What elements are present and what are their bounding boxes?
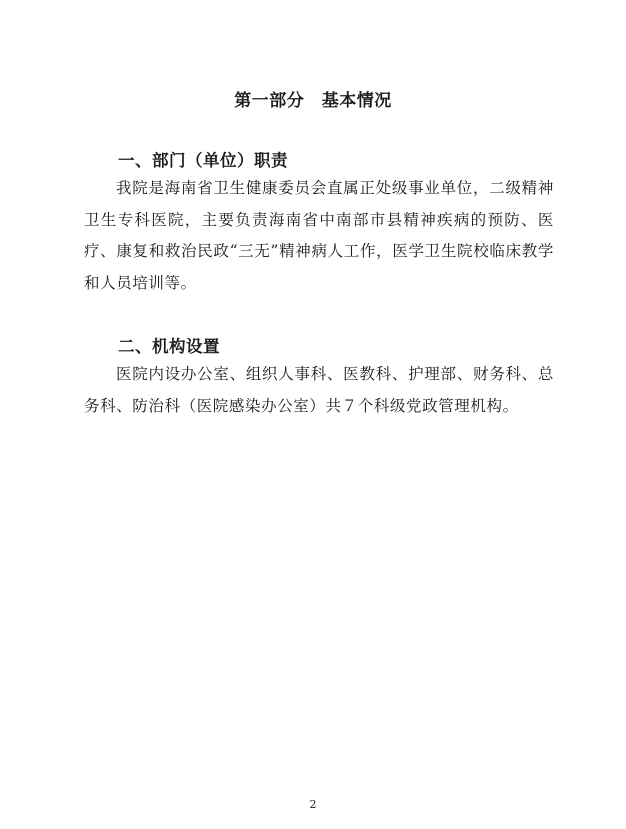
section-heading-organization: 二、机构设置 (118, 337, 220, 356)
part-title: 第一部分 基本情况 (234, 91, 392, 111)
section-heading-duties: 一、部门（单位）职责 (118, 151, 288, 170)
page-number: 2 (309, 798, 317, 811)
section-body-duties: 我院是海南省卫生健康委员会直属正处级事业单位，二级精神卫生专科医院，主要负责海南省中南部市县精神疾病的预防、医疗、康复和救治民政“三无”精神病人工作，医学卫生院校临床教学和人员培训等。 (84, 179, 554, 292)
section-body-organization: 医院内设办公室、组织人事科、医教科、护理部、财务科、总务科、防治科（医院感染办公室）共７个科级党政管理机构。 (84, 365, 554, 415)
